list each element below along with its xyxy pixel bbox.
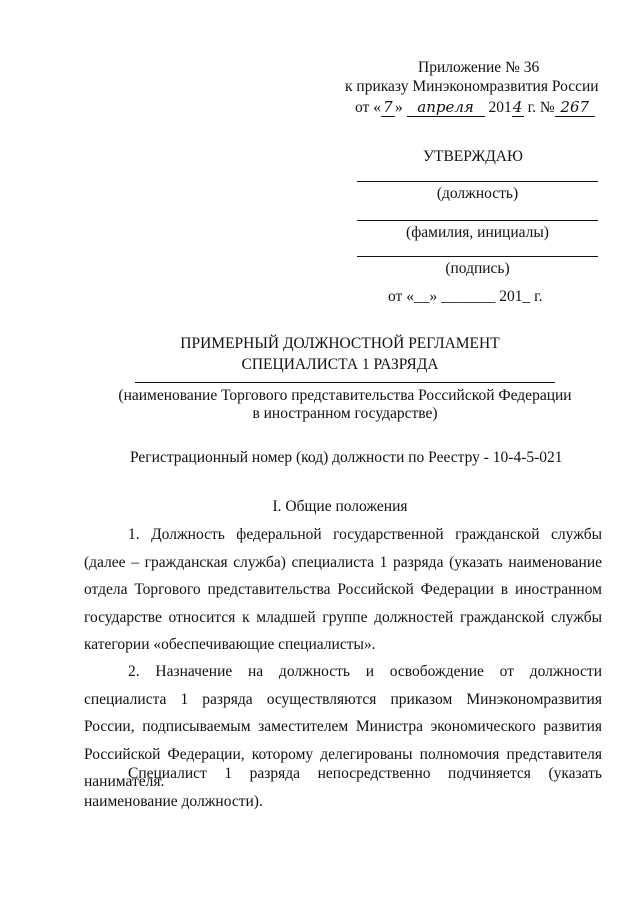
signature-caption: (подпись) [445, 260, 510, 277]
section-heading: I. Общие положения [272, 498, 408, 515]
appendix-order-date [355, 98, 595, 117]
document-title-line1: ПРИМЕРНЫЙ ДОЛЖНОСТНОЙ РЕГЛАМЕНТ [180, 335, 500, 352]
name-caption: (фамилия, инициалы) [406, 224, 549, 241]
registry-number: Регистрационный номер (код) должности по Реестру - 10-4-5-021 [130, 449, 563, 466]
name-line [357, 220, 598, 221]
date-from-prefix: от « [355, 99, 381, 116]
paragraph-1 [84, 521, 602, 659]
appendix-order-reference: к приказу Минэкономразвития России [345, 78, 599, 95]
paragraph-2-text: 2. Назначение на должность и освобождение от должности специалиста 1 разряда осуществляются приказом Минэкономразвития России, подписываемым заместителем Министра экономического развития Российской Федерации, которому делегированы полномочия представителя нанимателя. [84, 663, 602, 790]
document-title-line2: СПЕЦИАЛИСТА 1 РАЗРЯДА [241, 356, 439, 373]
paragraph-3 [84, 760, 602, 815]
handwritten-month: апреля [407, 98, 485, 117]
org-caption-line2: в иностранном государстве) [252, 405, 438, 422]
handwritten-day: 7 [381, 98, 395, 117]
position-caption: (должность) [436, 185, 519, 202]
year-suffix: г. № [523, 99, 555, 116]
appendix-number: Приложение № 36 [418, 59, 540, 76]
date-quote-close: » [394, 99, 403, 116]
handwritten-order-number: 267 [555, 98, 595, 117]
signature-line [357, 256, 598, 257]
position-line [357, 181, 598, 182]
org-caption-line1: (наименование Торгового представительства Российской Федерации [118, 387, 572, 404]
handwritten-year-digit: 4 [512, 98, 523, 116]
org-name-line [135, 382, 555, 383]
approval-date-line: от «__» _______ 201_ г. [388, 288, 543, 305]
paragraph-1-text: 1. Должность федеральной государственной гражданской службы (далее – гражданская служба) специалиста 1 разряда (указать наименование отдела Торгового представительства Российской Федерации в иностранном государстве относится к младшей группе должностей гражданской службы категории «обеспечивающие специалисты». [84, 526, 602, 653]
year-prefix: 201 [488, 99, 512, 116]
paragraph-3-text: Специалист 1 разряда непосредственно подчиняется (указать наименование должности). [84, 765, 602, 810]
approval-title: УТВЕРЖДАЮ [423, 148, 523, 165]
